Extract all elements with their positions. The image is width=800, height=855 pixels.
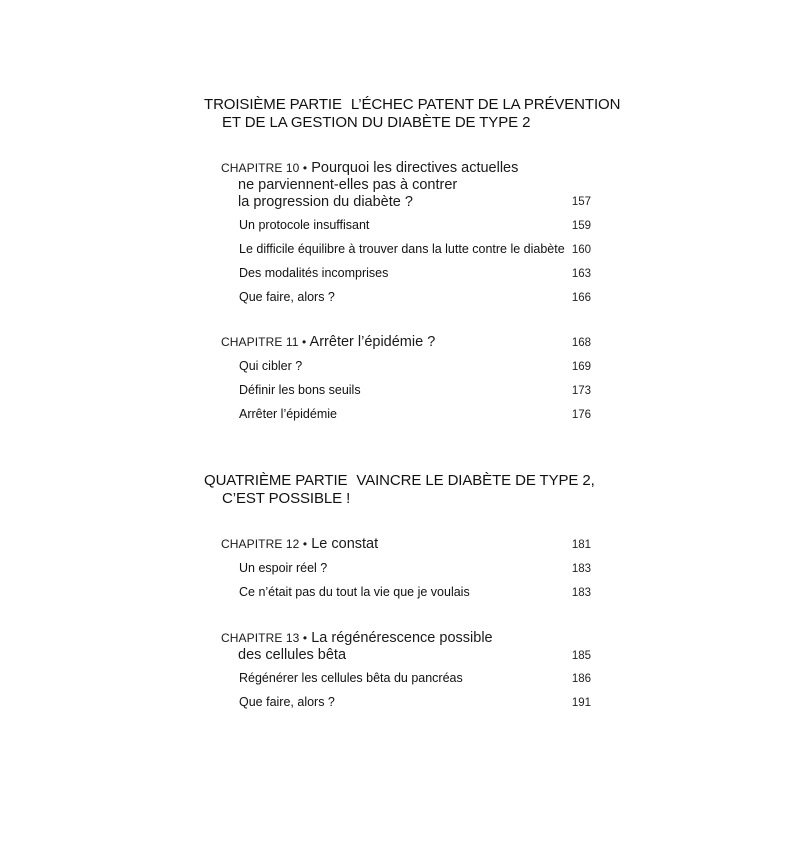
page-number: 183 <box>571 587 591 599</box>
section-entry[interactable]: Le difficile équilibre à trouver dans la lutte contre le diabète <box>239 242 565 256</box>
part-label: QUATRIÈME PARTIE <box>204 472 348 489</box>
chapter-heading[interactable] <box>221 536 591 553</box>
part-title: VAINCRE LE DIABÈTE DE TYPE 2, <box>356 472 595 489</box>
part-heading <box>204 96 620 132</box>
section-entry[interactable]: Que faire, alors ? <box>239 695 335 709</box>
page-number: 176 <box>571 409 591 421</box>
chapter-number: CHAPITRE 12 • <box>221 537 308 551</box>
section-entry[interactable]: Régénérer les cellules bêta du pancréas <box>239 671 463 685</box>
page-number: 185 <box>571 650 591 662</box>
part-title-continued: C’EST POSSIBLE ! <box>222 490 351 507</box>
section-entry[interactable]: Des modalités incomprises <box>239 266 389 280</box>
chapter-title: Arrêter l’épidémie ? <box>309 334 436 350</box>
chapter-number: CHAPITRE 11 • <box>221 335 307 349</box>
page-number: 169 <box>571 361 591 373</box>
chapter-heading[interactable] <box>221 160 591 211</box>
page-number: 186 <box>571 673 591 685</box>
page-number: 163 <box>571 268 591 280</box>
page-number: 160 <box>571 244 591 256</box>
page-number: 173 <box>571 385 591 397</box>
section-entry[interactable]: Arrêter l’épidémie <box>239 407 337 421</box>
section-entry[interactable]: Définir les bons seuils <box>239 383 361 397</box>
part-heading <box>204 472 595 508</box>
page-number: 191 <box>571 697 591 709</box>
chapter-title-continued: la progression du diabète ? <box>238 194 413 210</box>
chapter-title: Pourquoi les directives actuelles <box>311 160 519 176</box>
section-entry[interactable]: Ce n’était pas du tout la vie que je voulais <box>239 585 470 599</box>
chapter-title-continued: ne parviennent-elles pas à contrer <box>238 177 458 193</box>
page-number: 183 <box>571 563 591 575</box>
chapter-title-continued: des cellules bêta <box>238 647 347 663</box>
section-entry[interactable]: Qui cibler ? <box>239 359 303 373</box>
page-number: 157 <box>571 196 591 208</box>
section-entry[interactable]: Un espoir réel ? <box>239 561 328 575</box>
page-number: 159 <box>571 220 591 232</box>
part-title-continued: ET DE LA GESTION DU DIABÈTE DE TYPE 2 <box>222 114 531 131</box>
part-label: TROISIÈME PARTIE <box>204 96 342 113</box>
chapter-number: CHAPITRE 13 • <box>221 631 308 645</box>
part-title: L’ÉCHEC PATENT DE LA PRÉVENTION <box>350 96 621 113</box>
chapter-heading[interactable] <box>221 334 591 351</box>
page-number: 181 <box>571 539 591 551</box>
chapter-title: Le constat <box>311 536 379 552</box>
section-entry[interactable]: Que faire, alors ? <box>239 290 335 304</box>
chapter-number: CHAPITRE 10 • <box>221 161 308 175</box>
section-entry[interactable]: Un protocole insuffisant <box>239 218 370 232</box>
page-number: 166 <box>571 292 591 304</box>
chapter-heading[interactable] <box>221 630 591 664</box>
page-number: 168 <box>571 337 591 349</box>
chapter-title: La régénérescence possible <box>311 630 493 646</box>
